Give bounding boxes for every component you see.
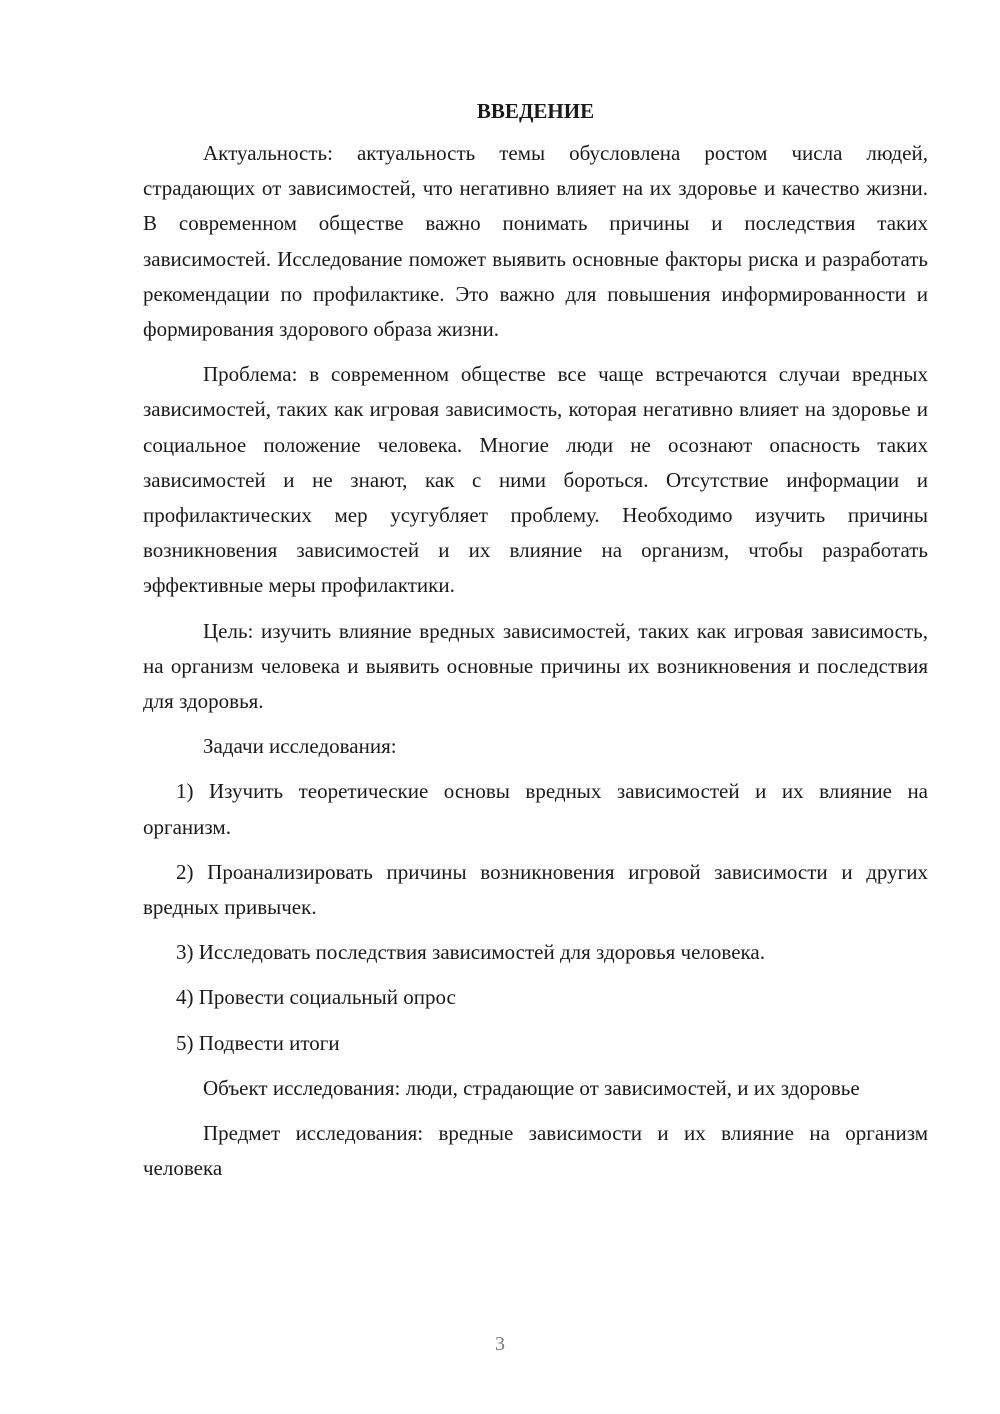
relevance-paragraph: Актуальность: актуальность темы обусловлена ростом числа людей, страдающих от зависимостей, что негативно влияет на их здоровье и качество жизни. В современном обществе важно понимать причины и последствия таких зависимостей. Исследование поможет выявить основные факторы риска и разработать рекомендации по профилактике. Это важно для повышения информированности и формирования здорового образа жизни. (143, 141, 928, 342)
task-item-3: 3) Исследовать последствия зависимостей для здоровья человека. (176, 940, 765, 965)
subject-paragraph: Предмет исследования: вредные зависимости и их влияние на организм человека (143, 1121, 928, 1181)
section-title: ВВЕДЕНИЕ (476, 99, 595, 123)
task-item-5: 5) Подвести итоги (176, 1030, 340, 1055)
task-item-4: 4) Провести социальный опрос (176, 985, 456, 1010)
page-content (143, 94, 928, 1196)
page-number: 3 (495, 1333, 505, 1355)
goal-paragraph: Цель: изучить влияние вредных зависимостей, таких как игровая зависимость, на организм человека и выявить основные причины их возникновения и последствия для здоровья. (143, 618, 928, 714)
task-item-2: 2) Проанализировать причины возникновения игровой зависимости и других вредных привычек. (143, 859, 928, 920)
problem-paragraph: Проблема: в современном обществе все чаще встречаются случаи вредных зависимостей, таких как игровая зависимость, которая негативно влияет на здоровье и социальное положение человека. Многие люди не осознают опасность таких зависимостей и не знают, как с ними бороться. Отсутствие информации и профилактических мер усугубляет проблему. Необходимо изучить причины возникновения зависимостей и их влияние на организм, чтобы разработать эффективные меры профилактики. (143, 362, 928, 598)
tasks-heading: Задачи исследования: (203, 734, 397, 759)
object-paragraph: Объект исследования: люди, страдающие от зависимостей, и их здоровье (203, 1075, 860, 1100)
task-item-1: 1) Изучить теоретические основы вредных зависимостей и их влияние на организм. (143, 779, 928, 839)
